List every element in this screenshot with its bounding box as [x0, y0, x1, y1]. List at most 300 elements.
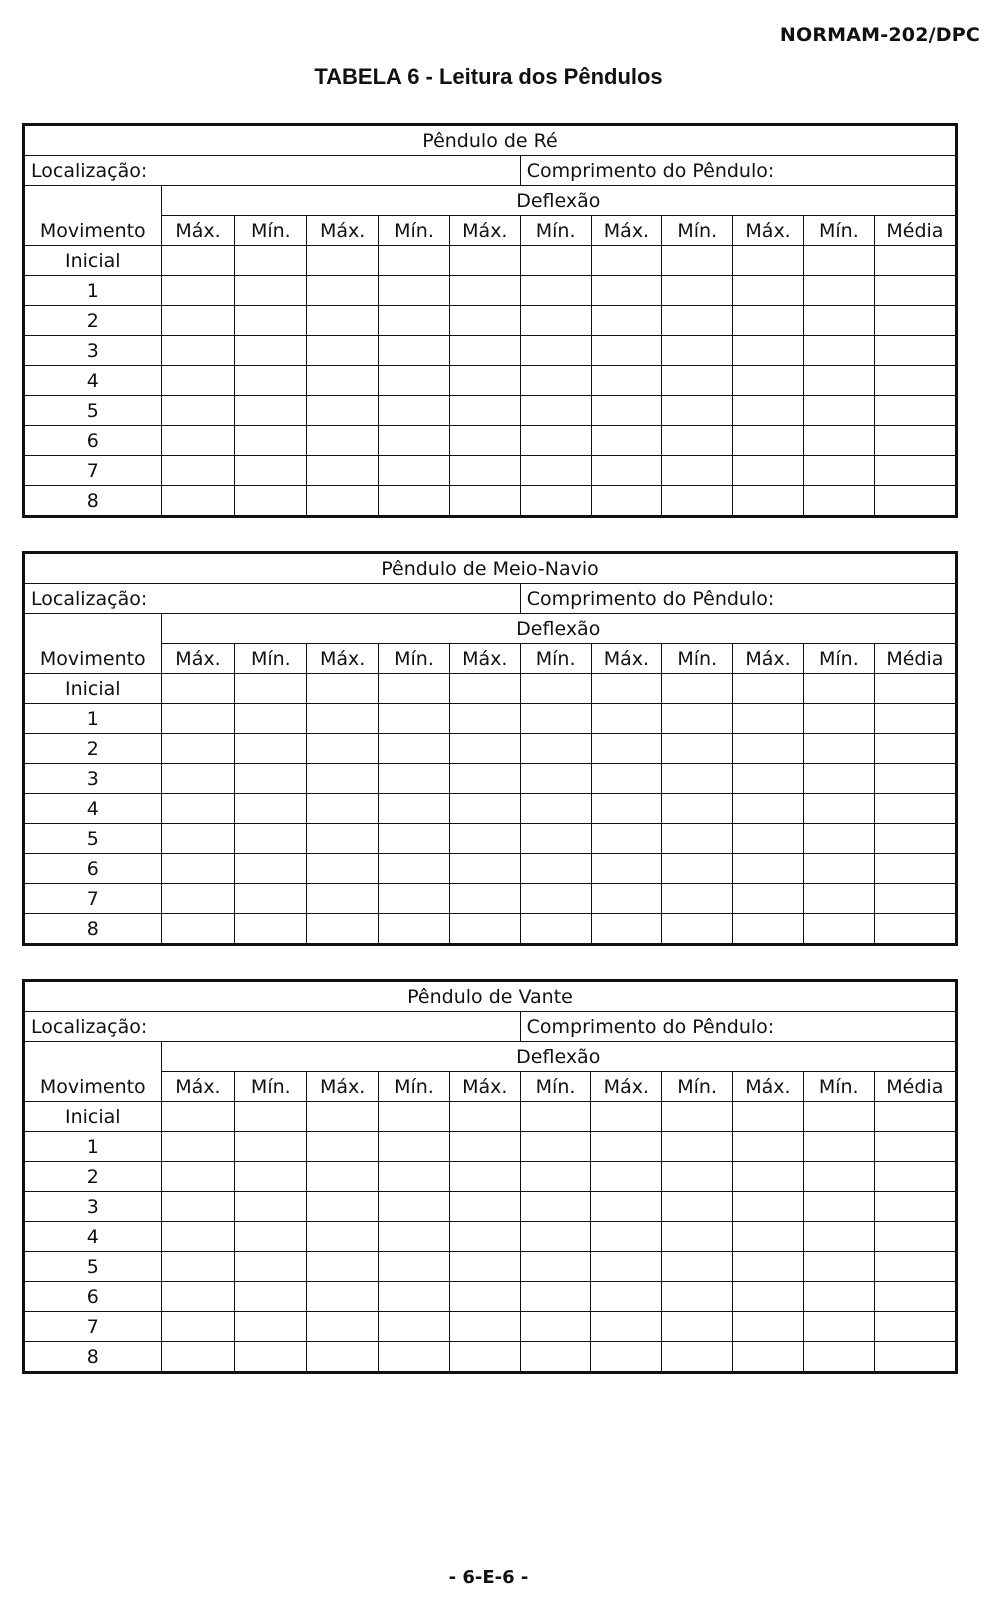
reading-cell[interactable]	[235, 824, 307, 854]
reading-cell[interactable]	[307, 246, 379, 276]
reading-cell[interactable]	[733, 396, 804, 426]
reading-cell[interactable]	[662, 396, 733, 426]
reading-cell[interactable]	[874, 764, 956, 794]
reading-cell[interactable]	[874, 1342, 956, 1373]
reading-cell[interactable]	[520, 366, 591, 396]
reading-cell[interactable]	[520, 1162, 591, 1192]
reading-cell[interactable]	[449, 824, 520, 854]
reading-cell[interactable]	[591, 674, 662, 704]
reading-cell[interactable]	[591, 456, 662, 486]
reading-cell[interactable]	[591, 1282, 662, 1312]
reading-cell[interactable]	[662, 246, 733, 276]
reading-cell[interactable]	[235, 1312, 307, 1342]
reading-cell[interactable]	[591, 854, 662, 884]
reading-cell[interactable]	[591, 1222, 662, 1252]
reading-cell[interactable]	[874, 1282, 956, 1312]
reading-cell[interactable]	[307, 1102, 379, 1132]
reading-cell[interactable]	[662, 1252, 733, 1282]
reading-cell[interactable]	[379, 824, 450, 854]
reading-cell[interactable]	[161, 456, 235, 486]
reading-cell[interactable]	[307, 914, 379, 945]
reading-cell[interactable]	[591, 1102, 662, 1132]
reading-cell[interactable]	[307, 1222, 379, 1252]
reading-cell[interactable]	[379, 704, 450, 734]
reading-cell[interactable]	[161, 884, 235, 914]
reading-cell[interactable]	[307, 366, 379, 396]
reading-cell[interactable]	[874, 1312, 956, 1342]
reading-cell[interactable]	[803, 1102, 874, 1132]
reading-cell[interactable]	[591, 734, 662, 764]
reading-cell[interactable]	[307, 1312, 379, 1342]
reading-cell[interactable]	[307, 884, 379, 914]
reading-cell[interactable]	[733, 366, 804, 396]
reading-cell[interactable]	[379, 486, 450, 517]
reading-cell[interactable]	[803, 366, 874, 396]
reading-cell[interactable]	[803, 794, 874, 824]
reading-cell[interactable]	[874, 456, 956, 486]
reading-cell[interactable]	[161, 336, 235, 366]
reading-cell[interactable]	[235, 456, 307, 486]
reading-cell[interactable]	[235, 1162, 307, 1192]
reading-cell[interactable]	[591, 426, 662, 456]
reading-cell[interactable]	[449, 1192, 520, 1222]
reading-cell[interactable]	[449, 336, 520, 366]
reading-cell[interactable]	[874, 914, 956, 945]
reading-cell[interactable]	[235, 1342, 307, 1373]
reading-cell[interactable]	[449, 1252, 520, 1282]
reading-cell[interactable]	[520, 884, 591, 914]
reading-cell[interactable]	[520, 1222, 591, 1252]
reading-cell[interactable]	[662, 1132, 733, 1162]
reading-cell[interactable]	[733, 336, 804, 366]
reading-cell[interactable]	[307, 336, 379, 366]
reading-cell[interactable]	[379, 1312, 450, 1342]
reading-cell[interactable]	[520, 674, 591, 704]
reading-cell[interactable]	[307, 854, 379, 884]
reading-cell[interactable]	[449, 854, 520, 884]
reading-cell[interactable]	[803, 1252, 874, 1282]
reading-cell[interactable]	[662, 366, 733, 396]
reading-cell[interactable]	[161, 914, 235, 945]
reading-cell[interactable]	[235, 1252, 307, 1282]
reading-cell[interactable]	[235, 246, 307, 276]
reading-cell[interactable]	[874, 1162, 956, 1192]
reading-cell[interactable]	[803, 734, 874, 764]
reading-cell[interactable]	[662, 734, 733, 764]
reading-cell[interactable]	[591, 914, 662, 945]
reading-cell[interactable]	[449, 246, 520, 276]
column-header: Máx.	[733, 216, 804, 246]
reading-cell[interactable]	[235, 794, 307, 824]
reading-cell[interactable]	[449, 674, 520, 704]
reading-cell[interactable]	[161, 734, 235, 764]
reading-cell[interactable]	[235, 426, 307, 456]
reading-cell[interactable]	[803, 1342, 874, 1373]
reading-cell[interactable]	[591, 276, 662, 306]
reading-cell[interactable]	[874, 1102, 956, 1132]
reading-cell[interactable]	[235, 486, 307, 517]
reading-cell[interactable]	[235, 884, 307, 914]
reading-cell[interactable]	[591, 1192, 662, 1222]
reading-cell[interactable]	[733, 674, 804, 704]
reading-cell[interactable]	[662, 486, 733, 517]
reading-cell[interactable]	[161, 486, 235, 517]
reading-cell[interactable]	[520, 1192, 591, 1222]
reading-cell[interactable]	[449, 764, 520, 794]
reading-cell[interactable]	[733, 1282, 804, 1312]
reading-cell[interactable]	[449, 914, 520, 945]
reading-cell[interactable]	[591, 764, 662, 794]
reading-cell[interactable]	[379, 674, 450, 704]
reading-cell[interactable]	[520, 1102, 591, 1132]
reading-cell[interactable]	[803, 704, 874, 734]
reading-cell[interactable]	[591, 704, 662, 734]
reading-cell[interactable]	[733, 246, 804, 276]
reading-cell[interactable]	[307, 674, 379, 704]
reading-cell[interactable]	[520, 426, 591, 456]
reading-cell[interactable]	[235, 366, 307, 396]
reading-cell[interactable]	[803, 674, 874, 704]
reading-cell[interactable]	[449, 396, 520, 426]
reading-cell[interactable]	[449, 1162, 520, 1192]
reading-cell[interactable]	[520, 764, 591, 794]
reading-cell[interactable]	[803, 1282, 874, 1312]
reading-cell[interactable]	[803, 306, 874, 336]
reading-cell[interactable]	[235, 704, 307, 734]
reading-cell[interactable]	[307, 396, 379, 426]
reading-cell[interactable]	[379, 1252, 450, 1282]
reading-cell[interactable]	[161, 1222, 235, 1252]
reading-cell[interactable]	[874, 794, 956, 824]
reading-cell[interactable]	[662, 456, 733, 486]
reading-cell[interactable]	[874, 1252, 956, 1282]
reading-cell[interactable]	[161, 1192, 235, 1222]
reading-cell[interactable]	[161, 794, 235, 824]
reading-cell[interactable]	[235, 336, 307, 366]
reading-cell[interactable]	[591, 1132, 662, 1162]
reading-cell[interactable]	[379, 764, 450, 794]
reading-cell[interactable]	[161, 674, 235, 704]
reading-cell[interactable]	[307, 704, 379, 734]
reading-cell[interactable]	[733, 1102, 804, 1132]
reading-cell[interactable]	[520, 396, 591, 426]
reading-cell[interactable]	[379, 1162, 450, 1192]
reading-cell[interactable]	[662, 1102, 733, 1132]
reading-cell[interactable]	[379, 336, 450, 366]
reading-cell[interactable]	[874, 1222, 956, 1252]
reading-cell[interactable]	[591, 824, 662, 854]
reading-cell[interactable]	[803, 854, 874, 884]
reading-cell[interactable]	[235, 1102, 307, 1132]
reading-cell[interactable]	[235, 1282, 307, 1312]
reading-cell[interactable]	[379, 426, 450, 456]
pendulum-length-label: Comprimento do Pêndulo:	[520, 156, 956, 186]
reading-cell[interactable]	[161, 246, 235, 276]
reading-cell[interactable]	[161, 276, 235, 306]
reading-cell[interactable]	[449, 1282, 520, 1312]
reading-cell[interactable]	[520, 456, 591, 486]
reading-cell[interactable]	[874, 1192, 956, 1222]
table-title-row	[24, 125, 957, 156]
reading-cell[interactable]	[662, 1282, 733, 1312]
reading-cell[interactable]	[803, 1222, 874, 1252]
reading-cell[interactable]	[235, 1192, 307, 1222]
reading-cell[interactable]	[449, 366, 520, 396]
reading-cell[interactable]	[379, 1192, 450, 1222]
reading-cell[interactable]	[733, 734, 804, 764]
reading-cell[interactable]	[803, 764, 874, 794]
reading-cell[interactable]	[803, 1312, 874, 1342]
reading-cell[interactable]	[520, 306, 591, 336]
reading-cell[interactable]	[449, 794, 520, 824]
reading-cell[interactable]	[874, 246, 956, 276]
reading-cell[interactable]	[449, 884, 520, 914]
reading-cell[interactable]	[379, 306, 450, 336]
reading-cell[interactable]	[449, 486, 520, 517]
reading-cell[interactable]	[161, 704, 235, 734]
reading-cell[interactable]	[662, 426, 733, 456]
reading-cell[interactable]	[662, 1162, 733, 1192]
reading-cell[interactable]	[235, 854, 307, 884]
reading-cell[interactable]	[591, 1342, 662, 1373]
reading-cell[interactable]	[803, 914, 874, 945]
reading-cell[interactable]	[235, 306, 307, 336]
reading-cell[interactable]	[591, 486, 662, 517]
reading-cell[interactable]	[874, 824, 956, 854]
reading-cell[interactable]	[662, 914, 733, 945]
reading-cell[interactable]	[235, 1132, 307, 1162]
reading-cell[interactable]	[379, 246, 450, 276]
reading-cell[interactable]	[803, 884, 874, 914]
reading-cell[interactable]	[161, 824, 235, 854]
reading-cell[interactable]	[520, 914, 591, 945]
reading-cell[interactable]	[591, 1312, 662, 1342]
reading-cell[interactable]	[662, 794, 733, 824]
reading-cell[interactable]	[520, 1342, 591, 1373]
reading-cell[interactable]	[307, 1282, 379, 1312]
reading-cell[interactable]	[235, 396, 307, 426]
reading-cell[interactable]	[662, 1342, 733, 1373]
reading-cell[interactable]	[874, 276, 956, 306]
reading-cell[interactable]	[874, 426, 956, 456]
reading-cell[interactable]	[379, 1282, 450, 1312]
reading-cell[interactable]	[803, 1132, 874, 1162]
reading-cell[interactable]	[874, 366, 956, 396]
reading-cell[interactable]	[733, 1162, 804, 1192]
reading-cell[interactable]	[591, 1162, 662, 1192]
reading-cell[interactable]	[307, 1192, 379, 1222]
reading-cell[interactable]	[520, 824, 591, 854]
reading-cell[interactable]	[803, 1162, 874, 1192]
reading-cell[interactable]	[449, 276, 520, 306]
reading-cell[interactable]	[591, 794, 662, 824]
reading-cell[interactable]	[307, 1132, 379, 1162]
reading-cell[interactable]	[161, 1252, 235, 1282]
reading-cell[interactable]	[449, 704, 520, 734]
reading-cell[interactable]	[733, 704, 804, 734]
reading-cell[interactable]	[591, 336, 662, 366]
reading-cell[interactable]	[874, 674, 956, 704]
reading-cell[interactable]	[449, 1102, 520, 1132]
reading-cell[interactable]	[449, 1342, 520, 1373]
reading-cell[interactable]	[307, 734, 379, 764]
reading-cell[interactable]	[161, 764, 235, 794]
reading-cell[interactable]	[307, 276, 379, 306]
reading-cell[interactable]	[803, 486, 874, 517]
reading-cell[interactable]	[662, 824, 733, 854]
reading-cell[interactable]	[733, 794, 804, 824]
reading-cell[interactable]	[449, 426, 520, 456]
reading-cell[interactable]	[803, 396, 874, 426]
reading-cell[interactable]	[379, 734, 450, 764]
reading-cell[interactable]	[733, 1192, 804, 1222]
reading-cell[interactable]	[733, 1252, 804, 1282]
reading-cell[interactable]	[803, 276, 874, 306]
reading-cell[interactable]	[733, 1222, 804, 1252]
reading-cell[interactable]	[733, 306, 804, 336]
reading-cell[interactable]	[803, 824, 874, 854]
reading-cell[interactable]	[161, 1132, 235, 1162]
reading-cell[interactable]	[379, 396, 450, 426]
reading-cell[interactable]	[874, 336, 956, 366]
reading-cell[interactable]	[449, 456, 520, 486]
reading-cell[interactable]	[307, 486, 379, 517]
reading-cell[interactable]	[379, 1132, 450, 1162]
reading-cell[interactable]	[161, 396, 235, 426]
reading-cell[interactable]	[307, 1162, 379, 1192]
reading-cell[interactable]	[307, 306, 379, 336]
reading-cell[interactable]	[733, 1312, 804, 1342]
reading-cell[interactable]	[591, 1252, 662, 1282]
reading-cell[interactable]	[307, 456, 379, 486]
reading-cell[interactable]	[379, 854, 450, 884]
reading-cell[interactable]	[161, 1102, 235, 1132]
reading-cell[interactable]	[591, 884, 662, 914]
reading-cell[interactable]	[874, 1132, 956, 1162]
reading-cell[interactable]	[449, 1312, 520, 1342]
reading-cell[interactable]	[591, 396, 662, 426]
reading-cell[interactable]	[307, 764, 379, 794]
reading-cell[interactable]	[520, 336, 591, 366]
reading-cell[interactable]	[520, 1252, 591, 1282]
reading-cell[interactable]	[307, 426, 379, 456]
reading-cell[interactable]	[235, 1222, 307, 1252]
reading-cell[interactable]	[307, 824, 379, 854]
reading-cell[interactable]	[803, 246, 874, 276]
reading-cell[interactable]	[161, 426, 235, 456]
reading-cell[interactable]	[161, 306, 235, 336]
reading-cell[interactable]	[379, 366, 450, 396]
reading-cell[interactable]	[379, 884, 450, 914]
reading-cell[interactable]	[235, 734, 307, 764]
reading-cell[interactable]	[449, 734, 520, 764]
reading-cell[interactable]	[520, 704, 591, 734]
reading-cell[interactable]	[379, 1342, 450, 1373]
reading-cell[interactable]	[803, 336, 874, 366]
reading-cell[interactable]	[520, 734, 591, 764]
reading-cell[interactable]	[449, 1132, 520, 1162]
reading-cell[interactable]	[591, 366, 662, 396]
reading-cell[interactable]	[733, 486, 804, 517]
reading-cell[interactable]	[307, 794, 379, 824]
reading-cell[interactable]	[662, 884, 733, 914]
reading-cell[interactable]	[235, 914, 307, 945]
reading-cell[interactable]	[161, 1342, 235, 1373]
reading-cell[interactable]	[235, 764, 307, 794]
reading-cell[interactable]	[520, 1312, 591, 1342]
reading-cell[interactable]	[161, 854, 235, 884]
reading-cell[interactable]	[379, 1222, 450, 1252]
reading-cell[interactable]	[520, 1132, 591, 1162]
reading-cell[interactable]	[662, 276, 733, 306]
reading-cell[interactable]	[379, 914, 450, 945]
reading-cell[interactable]	[662, 704, 733, 734]
reading-cell[interactable]	[662, 306, 733, 336]
reading-cell[interactable]	[733, 824, 804, 854]
reading-cell[interactable]	[874, 884, 956, 914]
reading-cell[interactable]	[520, 276, 591, 306]
reading-cell[interactable]	[307, 1342, 379, 1373]
reading-cell[interactable]	[662, 674, 733, 704]
reading-cell[interactable]	[733, 884, 804, 914]
reading-cell[interactable]	[733, 764, 804, 794]
reading-cell[interactable]	[803, 456, 874, 486]
reading-cell[interactable]	[379, 794, 450, 824]
reading-cell[interactable]	[733, 1342, 804, 1373]
reading-cell[interactable]	[874, 854, 956, 884]
reading-cell[interactable]	[874, 396, 956, 426]
reading-cell[interactable]	[874, 704, 956, 734]
reading-cell[interactable]	[803, 1192, 874, 1222]
reading-cell[interactable]	[520, 854, 591, 884]
reading-cell[interactable]	[449, 306, 520, 336]
reading-cell[interactable]	[520, 246, 591, 276]
reading-cell[interactable]	[733, 914, 804, 945]
reading-cell[interactable]	[733, 276, 804, 306]
reading-cell[interactable]	[874, 306, 956, 336]
reading-cell[interactable]	[379, 1102, 450, 1132]
reading-cell[interactable]	[874, 734, 956, 764]
reading-cell[interactable]	[662, 1192, 733, 1222]
reading-cell[interactable]	[520, 1282, 591, 1312]
reading-cell[interactable]	[662, 1312, 733, 1342]
reading-cell[interactable]	[235, 674, 307, 704]
reading-cell[interactable]	[662, 1222, 733, 1252]
reading-cell[interactable]	[161, 1312, 235, 1342]
reading-cell[interactable]	[161, 1162, 235, 1192]
reading-cell[interactable]	[307, 1252, 379, 1282]
reading-cell[interactable]	[591, 246, 662, 276]
reading-cell[interactable]	[733, 426, 804, 456]
reading-cell[interactable]	[733, 456, 804, 486]
reading-cell[interactable]	[161, 1282, 235, 1312]
reading-cell[interactable]	[662, 764, 733, 794]
reading-cell[interactable]	[733, 854, 804, 884]
reading-cell[interactable]	[874, 486, 956, 517]
reading-cell[interactable]	[803, 426, 874, 456]
reading-cell[interactable]	[591, 306, 662, 336]
reading-cell[interactable]	[662, 854, 733, 884]
reading-cell[interactable]	[379, 276, 450, 306]
reading-cell[interactable]	[733, 1132, 804, 1162]
reading-cell[interactable]	[520, 794, 591, 824]
reading-cell[interactable]	[379, 456, 450, 486]
reading-cell[interactable]	[449, 1222, 520, 1252]
reading-cell[interactable]	[161, 366, 235, 396]
reading-cell[interactable]	[662, 336, 733, 366]
reading-cell[interactable]	[235, 276, 307, 306]
reading-cell[interactable]	[520, 486, 591, 517]
